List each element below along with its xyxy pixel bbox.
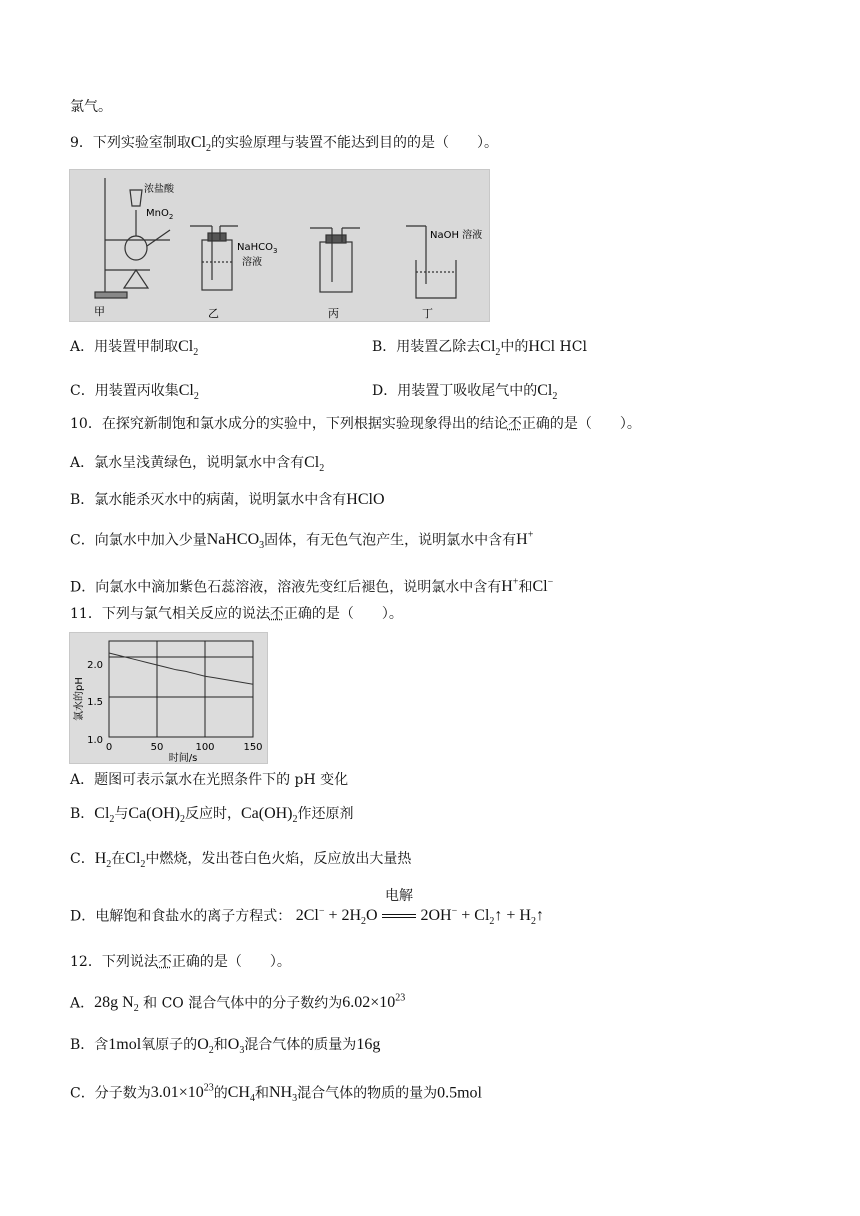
q9-apparatus-figure [69,169,490,322]
q9-stem: 9．下列实验室制取$Cl_2$的实验原理与装置不能达到目的的是（ ）。 [70,134,499,155]
q9-option-a: A．用装置甲制取$Cl_2$ [70,338,199,359]
chart-xtick-100: 100 [195,742,215,753]
ph-chart [69,632,268,764]
chart-ytick-1.5: 1.5 [87,697,103,708]
chart-frame [109,641,253,737]
label-hcl: 浓盐酸 [144,184,174,195]
q11-option-a: A．题图可表示氯水在光照条件下的 pH 变化 [70,772,349,788]
label-nahco3-sol: 溶液 [242,257,262,268]
chart-xtick-0: 0 [105,742,113,753]
q10-stem: 10．在探究新制饱和氯水成分的实验中，下列根据实验现象得出的结论不正确的是（ ）。 [70,416,641,432]
q11-option-d: D．电解饱和食盐水的离子方程式： $2Cl^- + 2H_2O$ 电解 $2OH^- + Cl_2↑$ + $H_2↑$ [70,888,544,928]
chart-ytick-2.0: 2.0 [87,660,103,671]
chart-ytick-1.0: 1.0 [87,735,103,746]
q11-option-c: C．$H_2$在$Cl_2$中燃烧，发出苍白色火焰，反应放出大量热 [70,850,412,871]
q11-stem: 11．下列与氯气相关反应的说法不正确的是（ ）。 [70,606,403,622]
label-bing: 丙 [328,307,339,320]
electrolysis-arrow: 电解 [382,906,416,926]
q12-option-b: B．含1mol氧原子的$O_2$和$O_3$混合气体的质量为16g [70,1036,381,1057]
apparatus-yi [190,226,238,290]
chart-xtick-50: 50 [150,742,164,753]
apparatus-bing [310,228,360,292]
label-ding: 丁 [422,307,433,320]
q11-option-b: B．$Cl_2$与$Ca(OH)_2$反应时，$Ca(OH)_2$作还原剂 [70,805,354,826]
q9-option-c: C．用装置丙收集$Cl_2$ [70,382,199,403]
q9-option-d: D．用装置丁吸收尾气中的$Cl_2$ [372,382,558,403]
q10-option-d: D．向氯水中滴加紫色石蕊溶液，溶液先变红后褪色，说明氯水中含有H+和Cl− [70,577,554,596]
label-nahco3: NaHCO$_3$ [237,242,278,255]
q9-option-b: B．用装置乙除去$Cl_2$中的HCl HCl [372,338,587,359]
chart-series-line [109,653,253,684]
q12-option-a: A．28g $N_2$ 和 CO 混合气体中的分子数约为$6.02\times 10^{23}$ [70,993,406,1015]
apparatus-jia [95,178,170,298]
chart-xtick-150: 150 [243,742,263,753]
q10-option-b: B．氯水能杀灭水中的病菌，说明氯水中含有HClO [70,491,385,508]
q10-option-c: C．向氯水中加入少量NaHCO$_3$固体，有无色气泡产生，说明氯水中含有H+ [70,530,534,552]
chart-xlabel: 时间/s [168,753,198,763]
label-mno2: MnO$_2$ [146,208,174,221]
q10-option-a: A．氯水呈浅黄绿色，说明氯水中含有$Cl_2$ [70,454,325,475]
label-naoh: NaOH 溶液 [430,230,483,241]
q12-option-c: C．分子数为$3.01\times 10^{23}$的$CH_4$和$NH_3$混合气体的物质的量为0.5mol [70,1083,482,1105]
q12-stem: 12．下列说法不正确的是（ ）。 [70,954,291,970]
label-yi: 乙 [208,307,219,320]
chart-ylabel: 氯水的pH [74,677,85,721]
label-jia: 甲 [94,305,105,318]
top-fragment: 氯气。 [70,99,112,115]
